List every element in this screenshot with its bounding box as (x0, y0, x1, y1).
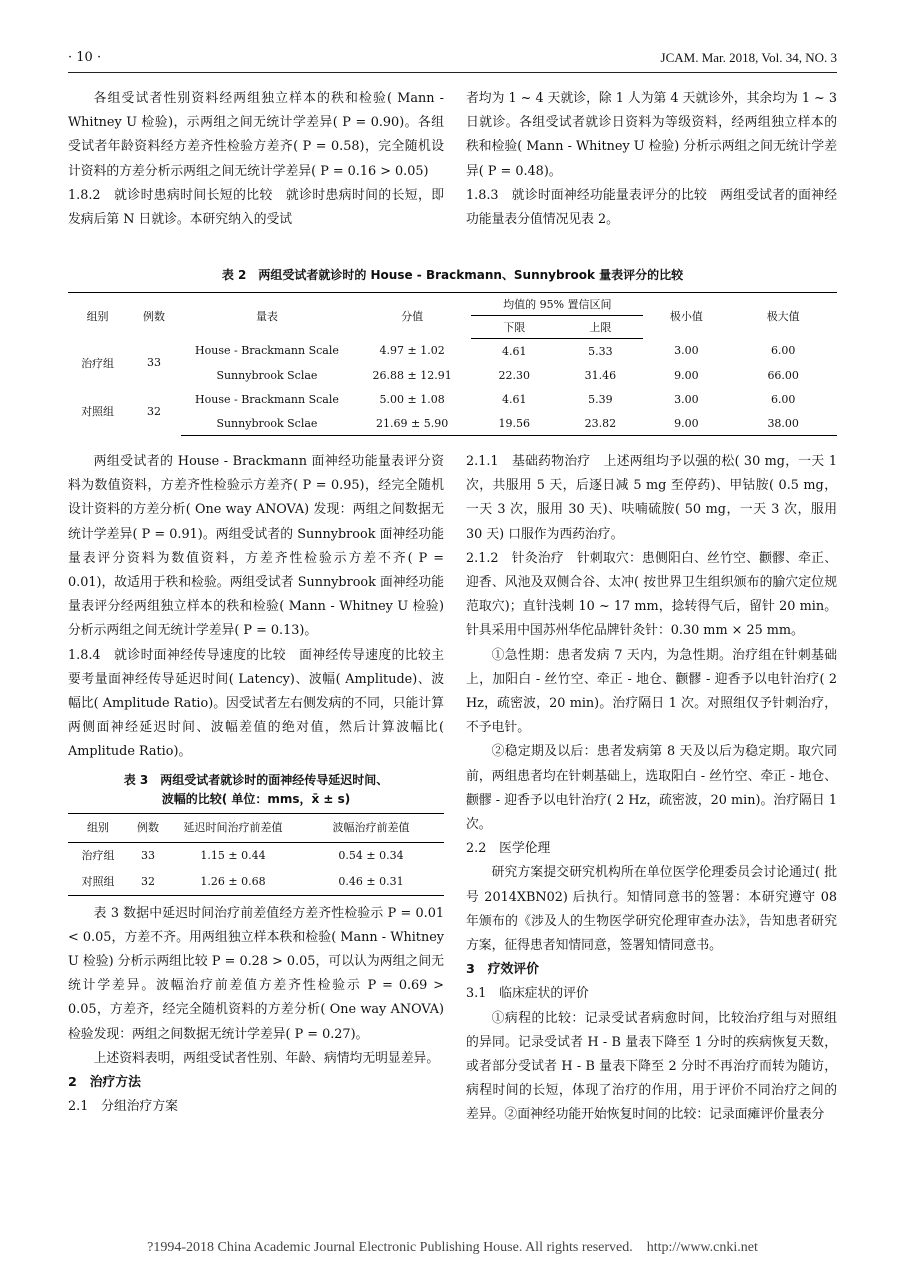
cell-latency: 1.15 ± 0.44 (200, 848, 266, 862)
cell-scale: House - Brackmann Scale (195, 392, 339, 406)
cell-score: 4.97 ± 1.02 (379, 344, 445, 358)
paragraph: 上述资料表明，两组受试者性别、年龄、病情均无明显差异。 (93, 1050, 440, 1066)
copyright-footer: ?1994-2018 China Academic Journal Electronic Publishing House. All rights reserved. http://www.cnki.net (147, 1240, 758, 1255)
cell-max: 6.00 (770, 344, 796, 358)
table-3 (68, 813, 444, 896)
table-3-caption (68, 771, 444, 809)
page-header (68, 50, 837, 73)
cell-lower: 22.30 (498, 368, 531, 382)
table-row (68, 842, 444, 869)
cell-lower: 4.61 (502, 392, 527, 406)
th-max: 极大值 (729, 293, 837, 339)
paragraph: 1.8.3 就诊时面神经功能量表评分的比较 两组受试者的面神经功能量表分值情况见表 2。 (466, 187, 837, 228)
cell-score: 26.88 ± 12.91 (372, 368, 452, 382)
paragraph: 表 3 数据中延迟时间治疗前差值经方差齐性检验示 P = 0.01 < 0.05，方差不齐。用两组独立样本秩和检验( Mann - Whitney U 检验) 分析示两组比较 P = 0.28 > 0.05，可以认为两组之间无统计学差异。波幅治疗前差值方差齐性检验示 P = 0.69 > 0.05，方差齐，经完全随机资料的方差分析( One way ANOVA) 检验发现：两组之间数据无统计学差异( P = 0.27)。 (68, 905, 444, 1042)
col3a-text (68, 450, 444, 765)
paragraph: 2.1 分组治疗方案 (68, 1099, 178, 1115)
cell-group: 治疗组 (81, 848, 115, 862)
paragraph: 两组受试者的 House - Brackmann 面神经功能量表评分资料为数值资料，方差齐性检验示方差齐( P = 0.95)，经完全随机设计资料的方差分析( One way ANOVA) 发现：两组之间数据无统计学差异( P = 0.91)。两组受试者的 Sunnybrook 面神经功能量表评分资料为数值资料，方差齐性检验示方差不齐( P = 0.01)，故适用于秩和检验。两组受试者 Sunnybrook 面神经功能量表评分经两组独立样本的秩和检验( Mann - Whitney U 检验) 分析示两组之间无统计学差异( P = 0.13)。 (68, 454, 444, 639)
cell-score: 21.69 ± 5.90 (353, 411, 471, 436)
cell-scale: Sunnybrook Sclae (216, 368, 318, 382)
page-number: · 10 · (68, 50, 102, 65)
paragraph: 2.1.1 基础药物治疗 上述两组均予以强的松( 30 mg，一天 1 次，共服用 5 天，后逐日减 5 mg 至停药)、甲钴胺( 0.5 mg，一天 3 次，服用 30 天)、呋喃硫胺( 50 mg，一天 3 次，服用 30 天) 口服作为西药治疗。 (466, 454, 837, 542)
cell-n: 33 (141, 848, 155, 862)
paragraph: 各组受试者性别资料经两组独立样本的秩和检验( Mann - Whitney U 检验)，示两组之间无统计学差异( P = 0.90)。各组受试者年龄资料经方差齐性检验方差齐( P = 0.58)，完全随机设计资料的方差分析示两组之间无统计学差异( P = 0.16 > 0.05) (68, 91, 444, 179)
cell-latency: 1.26 ± 0.68 (168, 869, 298, 896)
cell-max: 66.00 (767, 368, 799, 382)
table-2 (68, 292, 837, 436)
paragraph: 1.8.2 就诊时患病时间长短的比较 就诊时患病时间的长短，即发病后第 N 日就诊。本研究纳入的受试 (68, 187, 444, 228)
cell-group: 对照组 (81, 405, 115, 419)
paragraph: 2.2 医学伦理 (466, 841, 551, 857)
th-score: 分值 (353, 293, 471, 339)
cell-n: 32 (147, 404, 162, 418)
cell-min: 9.00 (643, 411, 729, 436)
table-3-caption-line1: 表 3 两组受试者就诊时的面神经传导延迟时间、 (123, 772, 389, 787)
column-2-top (466, 87, 837, 232)
cell-max: 38.00 (729, 411, 837, 436)
col3b-text (68, 902, 444, 1120)
th-group: 组别 (68, 293, 127, 339)
cell-min: 9.00 (674, 368, 699, 382)
cell-max: 6.00 (770, 392, 796, 406)
th-lower: 下限 (471, 316, 557, 339)
cell-lower: 19.56 (471, 411, 557, 436)
paragraph: ①急性期：患者发病 7 天内，为急性期。治疗组在针刺基础上，加阳白 - 丝竹空、牵正 - 地仓、颧髎 - 迎香予以电针治疗( 2 Hz，疏密波，20 min)。治疗隔日 1 次。对照组仅予针刺治疗，不予电针。 (466, 647, 837, 736)
cell-score: 5.00 ± 1.08 (379, 392, 445, 406)
th-ci: 均值的 95% 置信区间 (471, 293, 643, 316)
cell-upper: 5.39 (588, 392, 613, 406)
th-min: 极小值 (643, 293, 729, 339)
cell-n: 33 (147, 356, 162, 370)
cell-lower: 4.61 (502, 344, 527, 358)
cell-group: 对照组 (68, 869, 128, 896)
cell-min: 3.00 (674, 344, 699, 358)
table-3-caption-line2: 波幅的比较( 单位：mms，x̄ ± s) (161, 791, 351, 806)
paragraph: ①病程的比较：记录受试者病愈时间，比较治疗组与对照组的异同。记录受试者 H - B 量表下降至 1 分时的疾病恢复天数，或者部分受试者 H - B 量表下降至 2 分时不再治疗而转为随访，病程时间的长短，体现了治疗的作用，用于评价不同治疗之间的差异。②面神经功能开始恢复时间的比较：记录面瘫评价量表分 (466, 1010, 837, 1123)
column-1-top (68, 87, 444, 232)
column-2-bottom (466, 450, 837, 1128)
table-row (68, 869, 444, 896)
paragraph: 2.1.2 针灸治疗 针刺取穴：患侧阳白、丝竹空、颧髎、牵正、迎香、风池及双侧合谷、太冲( 按世界卫生组织颁布的腧穴定位规范取穴)；直针浅刺 10 ~ 17 mm，捻转得气后，留针 20 min。针具采用中国苏州华佗品牌针灸针：0.30 mm × 25 mm。 (466, 550, 837, 639)
cell-n: 32 (128, 869, 168, 896)
cell-amp: 0.46 ± 0.31 (298, 869, 444, 896)
paragraph: 2 治疗方法 (68, 1075, 141, 1091)
th3-n: 例数 (128, 813, 168, 842)
paragraph: ②稳定期及以后：患者发病第 8 天及以后为稳定期。取穴同前，两组患者均在针刺基础上，选取阳白 - 丝竹空、牵正 - 地仓、颧髎 - 迎香予以电针治疗( 2 Hz，疏密波，20 min)。治疗隔日 1 次。 (466, 744, 837, 833)
paragraph: 3 疗效评价 (466, 962, 539, 978)
cell-scale: Sunnybrook Sclae (181, 411, 353, 436)
column-1-bottom (68, 450, 444, 1119)
cell-upper: 31.46 (584, 368, 617, 382)
th-scale: 量表 (181, 293, 353, 339)
journal-citation: JCAM. Mar. 2018, Vol. 34, NO. 3 (660, 50, 837, 65)
paragraph: 者均为 1 ~ 4 天就诊，除 1 人为第 4 天就诊外，其余均为 1 ~ 3 日就诊。各组受试者就诊日资料为等级资料，经两组独立样本的秩和检验( Mann - Whitney U 检验) 分析示两组之间无统计学差异( P = 0.48)。 (466, 91, 837, 179)
cell-min: 3.00 (674, 392, 699, 406)
paragraph: 1.8.4 就诊时面神经传导速度的比较 面神经传导速度的比较主要考量面神经传导延迟时间( Latency)、波幅( Amplitude)、波幅比( Amplitude Ratio)。因受试者左右侧发病的不同，只能计算两侧面神经延迟时间、波幅差值的绝对值，然后计算波幅比( Amplitude Ratio)。 (68, 647, 444, 760)
th3-group: 组别 (68, 813, 128, 842)
cell-upper: 23.82 (557, 411, 643, 436)
paragraph: 研究方案提交研究机构所在单位医学伦理委员会讨论通过( 批号 2014XBN02) 后执行。知情同意书的签署：本研究遵守 08 年颁布的《涉及人的生物医学研究伦理审查办法》，告知患者研究方案，征得患者知情同意，签署知情同意书。 (466, 865, 837, 954)
th-n: 例数 (127, 293, 181, 339)
cell-scale: House - Brackmann Scale (195, 344, 339, 358)
cell-group: 治疗组 (81, 356, 115, 370)
paragraph: 3.1 临床症状的评价 (466, 986, 589, 1002)
cell-amp: 0.54 ± 0.34 (338, 848, 404, 862)
th-upper: 上限 (557, 316, 643, 339)
cell-upper: 5.33 (588, 344, 613, 358)
th3-latency: 延迟时间治疗前差值 (168, 813, 298, 842)
table-2-caption: 表 2 两组受试者就诊时的 House - Brackmann、Sunnybrook 量表评分的比较 (221, 268, 684, 282)
th3-amp: 波幅治疗前差值 (298, 813, 444, 842)
